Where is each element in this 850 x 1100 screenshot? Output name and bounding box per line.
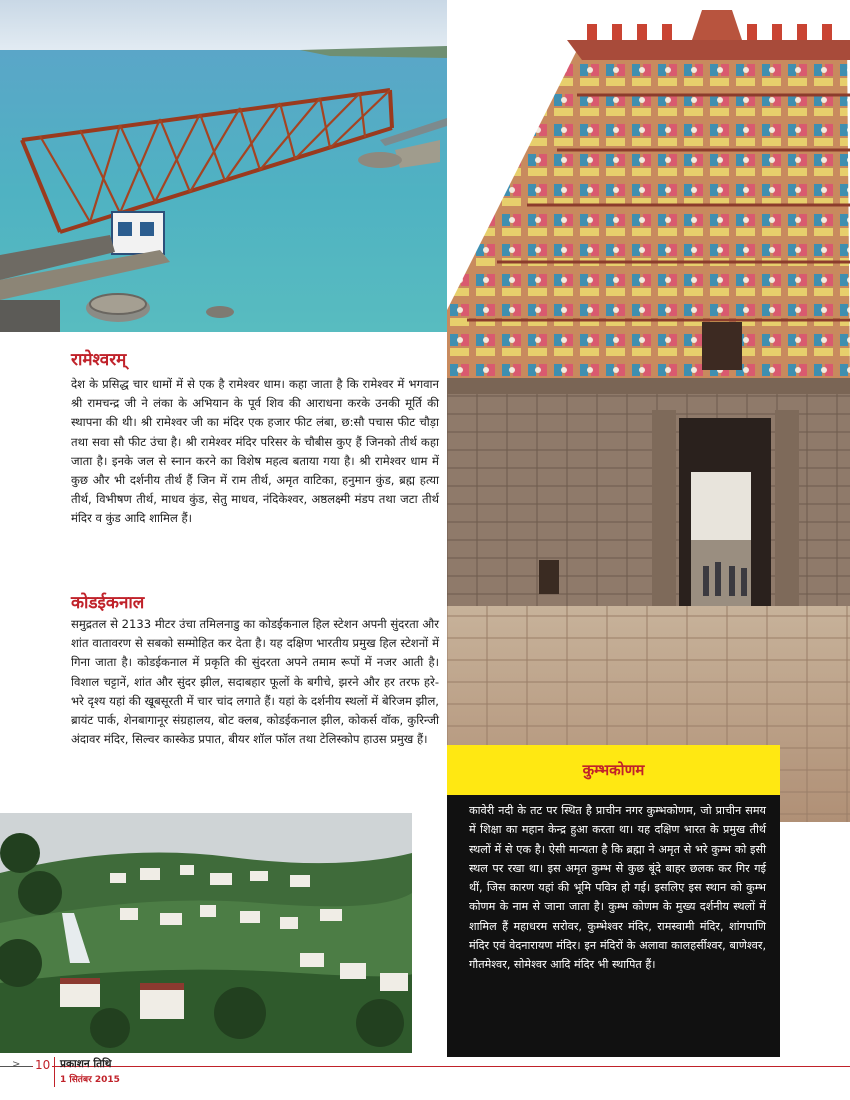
footer-rule bbox=[0, 1066, 850, 1067]
kodaikanal-paragraph: समुद्रतल से 2133 मीटर उंचा तमिलनाडु का कोडईकनाल हिल स्टेशन अपनी सुंदरता और शांत वातावरण से सबको सम्मोहित कर देता है। यह दक्षिण भारतीय प्रमुख हिल स्टेशनों में गिना जाता है। कोडईकनाल में प्रकृति की सुंदरता अपने तमाम रूपों में नजर आती है। विशाल चट्टानें, शांत और सुंदर झील, सदाबहार फूलों के बगीचे, झरने और हर तरफ हरे-भरे दृश्य यहां की खूबसूरती में चार चांद लगाते हैं। यहां के दर्शनीय स्थलों में बेरिजम झील, ब्रायंट पार्क, शेनबागानूर संग्रहालय, बोट क्लब, कोडईकनाल झील, कोकर्स वॉक, कुरिन्जी अंदावर मंदिर, सिल्वर कास्केड प्रपात, बीयर शॉल फॉल तथा टेलिस्कोप हाउस प्रमुख हैं। bbox=[71, 617, 439, 747]
hill-station-photo bbox=[0, 813, 412, 1053]
publication-date: 1 सितंबर 2015 bbox=[60, 1075, 120, 1085]
kumbhakonam-paragraph: कावेरी नदी के तट पर स्थित है प्राचीन नगर कुम्भकोणम, जो प्राचीन समय में शिक्षा का महान केन्द्र हुआ करता था। यह दक्षिण भारत के प्रमुख तीर्थ स्थलों में से एक है। ऐसी मान्यता है कि ब्रह्मा ने अमृत से भरे कुम्भ को इसी स्थल पर रखा था। इस अमृत कुम्भ से कुछ बूंदे बाहर छलक कर गिर गई थीं, जिस कारण यहां की भूमि पवित्र हो गई। इसलिए इस स्थान को कुम्भ कोणम के नाम से जाना जाता है। कुम्भ कोणम के मुख्य दर्शनीय स्थलों में शामिल हैं महाधरम सरोवर, कुम्भेश्वर मंदिर, रामस्वामी मंदिर, शांगपाणि मंदिर एवं वेदनारायण मंदिर। इन मंदिरों के अलावा कालहर्सीश्वर, बाणेश्वर, गौतमेश्वर, सोमेश्वर आदि मंदिर भी स्थापित हैं। bbox=[469, 804, 766, 972]
bridge-photo bbox=[0, 0, 447, 332]
rameshwaram-heading: रामेश्वरम् bbox=[71, 350, 127, 370]
kumbhakonam-heading: कुम्भकोणम bbox=[582, 761, 645, 779]
footer-divider bbox=[54, 1057, 55, 1087]
kumbhakonam-header-band bbox=[447, 745, 780, 795]
chevron-right-icon: > bbox=[12, 1059, 21, 1070]
kodaikanal-heading: कोडईकनाल bbox=[71, 593, 145, 613]
rameshwaram-paragraph: देश के प्रसिद्ध चार धामों में से एक है रामेश्वर धाम। कहा जाता है कि रामेश्वर में भगवान श्री रामचन्द्र जी ने लंका के अभियान के पूर्व शिव की आराधना करके उनकी मूर्ति की स्थापना की थी। श्री रामेश्वर जी का मंदिर एक हजार फीट लंबा, छ:सौ पचास फीट चौड़ा तथा सवा सौ फीट उंचा है। श्री रामेश्वर मंदिर परिसर के चौबीस कुए हैं जिनको तीर्थ कहा जाता है। इनके जल से स्नान करने का विशेष महत्व बताया गया है। श्री रामेश्वर धाम में कुछ और भी दर्शनीय तीर्थ हैं जिन में राम तीर्थ, अमृत वाटिका, हनुमान कुंड, ब्रह्म हत्या तीर्थ, विभीषण तीर्थ, माधव कुंड, सेतु माधव, नंदिकेश्वर, अष्ठलक्ष्मी मंडप तथा जटा तीर्थ मंदिर व कुंड आदि शामिल हैं। bbox=[71, 377, 439, 526]
temple-photo bbox=[447, 0, 850, 822]
publication-label: प्रकाशन तिथि bbox=[60, 1058, 112, 1070]
page-number: 10 bbox=[35, 1058, 51, 1072]
kumbhakonam-text-box bbox=[447, 795, 780, 1057]
